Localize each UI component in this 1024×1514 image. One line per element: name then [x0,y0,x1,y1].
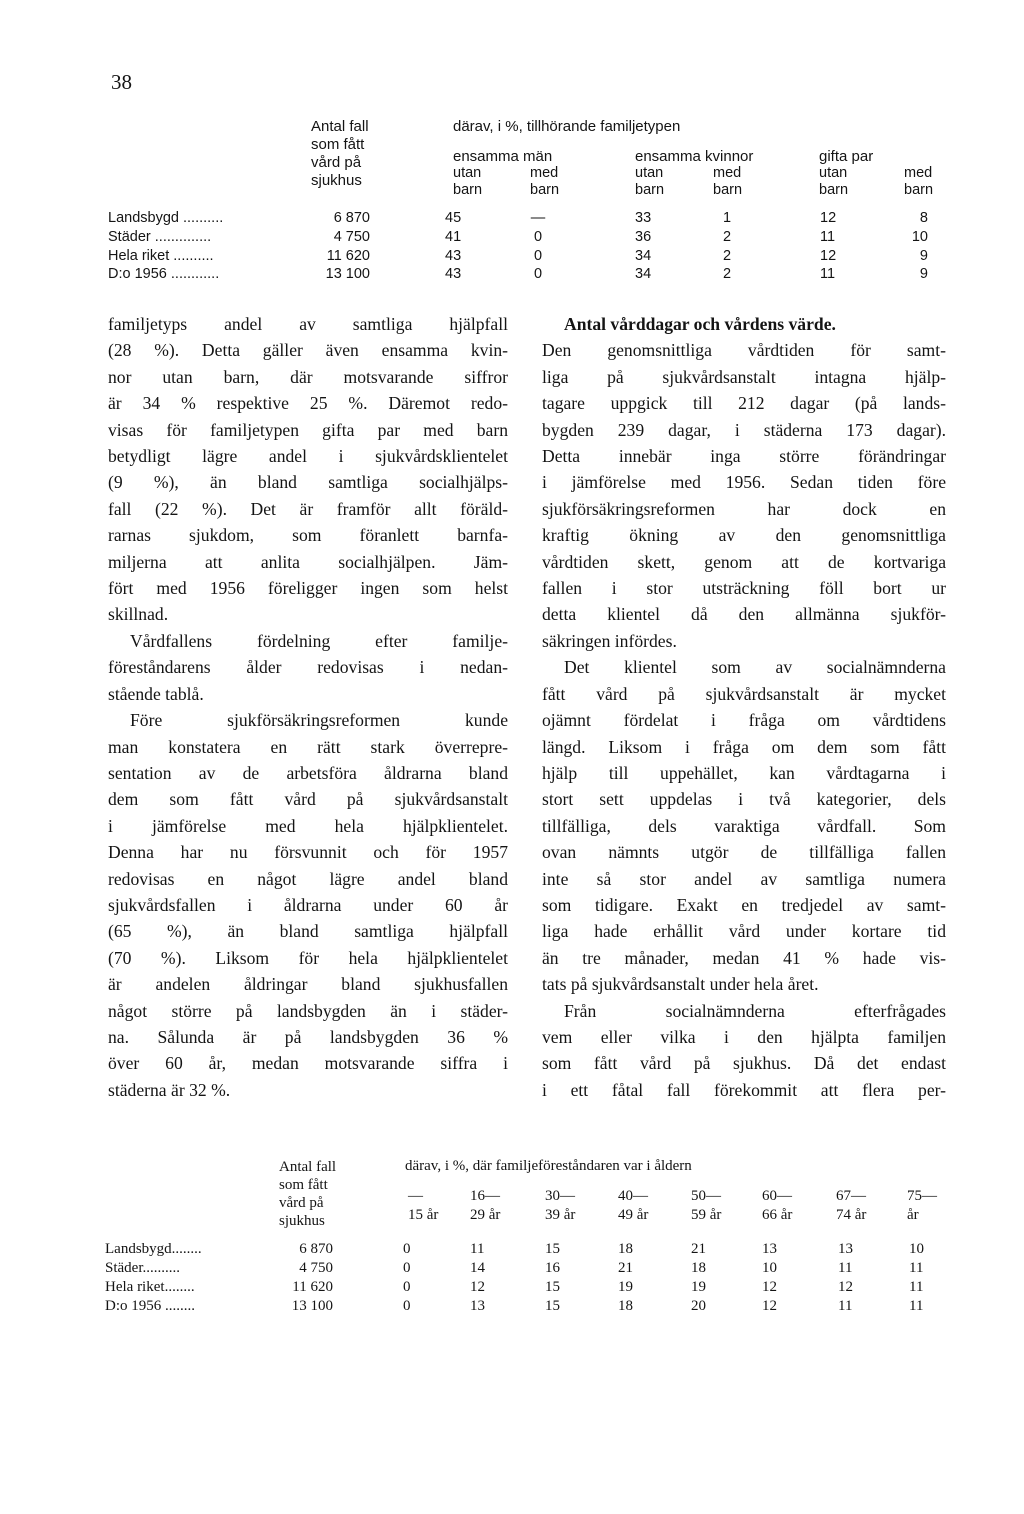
cell: 11 [909,1298,924,1314]
table1-col-head: barn [635,182,665,198]
paragraph [542,311,946,654]
text-line: Vårdfallens fördelning efter familje- [130,630,508,651]
text-line: vem eller vilka i den hjälpta familjen [542,1026,946,1047]
table-row [105,1298,965,1317]
row-label: D:o 1956 ........ [105,1298,195,1314]
text-line: detta klientel då den allmänna sjukför- [542,604,946,625]
cell: 43 [445,248,462,264]
row-label: Städer .............. [108,229,212,245]
cell: 21 [691,1241,706,1257]
text-line: Det klientel som av socialnämnderna [564,657,946,678]
text-line: Denna har nu försvunnit och för 1957 [108,842,508,863]
table1-subgroup: ensamma kvinnor [635,148,754,165]
text-line: är andelen åldringar bland sjukhusfallen [108,974,508,995]
table2-age-head: 67— [836,1188,866,1204]
text-line: sjukförsäkringsreformen har dock en [542,498,946,519]
header-line: Antal fall [311,118,369,135]
cell: 2 [723,248,732,264]
left-column [108,311,508,1103]
text-line: nor utan barn, där motsvarande siffror [108,366,508,387]
text-line: visas för familjetypen gifta par med barn [108,419,508,440]
table2-age-head: 49 år [618,1207,649,1223]
text-line: fått vård på sjukvårdsanstalt är mycket [542,683,946,704]
table2-age-head: 60— [762,1188,792,1204]
table2-age-head: 16— [470,1188,500,1204]
text-line: som tidigare. Exakt en tredjedel av samt- [542,894,946,915]
table-row [105,1260,965,1279]
cell: 34 [635,266,652,282]
paragraph [108,628,508,707]
cell: 19 [618,1279,633,1295]
paragraph [542,654,946,997]
cell: 45 [445,210,462,226]
text-line: städerna är 32 %. [108,1079,231,1100]
cell: 9 [919,248,928,264]
text-line: man konstatera en rätt stark överrepre- [108,736,508,757]
table2-group-header: därav, i %, där familjeföreståndaren var i åldern [405,1158,692,1174]
table1-col-head: utan [453,165,482,181]
text-line: dem som fått vård på sjukvårdsanstalt [108,789,508,810]
table1-col-head: barn [713,182,743,198]
table2-age-head: 40— [618,1188,648,1204]
text-line: familjetyps andel av samtliga hjälpfall [108,314,508,334]
text-line: betydligt lägre andel i sjukvårdsklientelet [108,446,508,467]
text-line: tats på sjukvårdsanstalt under hela året. [542,974,819,995]
text-line: (9 %), än bland samtliga socialhjälps- [108,472,508,493]
text-line: Den genomsnittliga vårdtiden för samt- [542,340,946,361]
table2-age-head: 30— [545,1188,575,1204]
text-line: sjukvårdsfallen i åldrarna under 60 år [108,894,508,915]
cell: 11 [909,1279,924,1295]
row-label: D:o 1956 ............ [108,266,220,282]
cell: 34 [635,248,652,264]
cell: 2 [723,266,732,282]
cell-antal: 13 100 [291,1298,333,1314]
text-line: Från socialnämnderna efterfrågades [564,1000,946,1021]
cell: 13 [470,1298,485,1314]
cell: 19 [691,1279,706,1295]
cell: 10 [909,1241,924,1257]
cell: 14 [470,1260,485,1276]
cell: 0 [533,248,543,264]
paragraph [108,311,508,628]
row-label: Landsbygd .......... [108,210,224,226]
cell: 13 [762,1241,777,1257]
row-label: Städer.......... [105,1260,180,1276]
table2-age-head: 15 år [408,1207,439,1223]
text-line: stående tablå. [108,683,204,704]
cell: 0 [403,1279,411,1295]
table2-age-head: år [907,1207,919,1223]
page-number: 38 [111,70,132,94]
cell: 15 [545,1241,560,1257]
table-row [108,266,968,284]
text-line: inte så stor andel av samtliga numera [542,868,946,889]
text-line: miljerna att anlita socialhjälpen. Jäm- [108,551,508,572]
cell: 43 [445,266,462,282]
table-row [105,1279,965,1298]
table-row [108,229,968,247]
table1-col-head: barn [530,182,560,198]
table1-col-head: med [713,165,742,181]
row-label: Hela riket........ [105,1279,195,1295]
cell: 12 [762,1298,777,1314]
text-line: är 34 % respektive 25 %. Däremot redo- [108,393,508,414]
table2-age-head: 66 år [762,1207,793,1223]
cell: 0 [403,1298,411,1314]
cell: 18 [618,1241,633,1257]
table-row [105,1241,965,1260]
text-line: stort sett uppdelas i två kategorier, dels [542,789,946,810]
text-line: skillnad. [108,604,169,625]
text-line: i jämförelse med hela hjälpklientelet. [108,815,508,836]
cell: 12 [820,210,837,226]
table1-col-head: barn [904,182,934,198]
cell-antal: 6 870 [299,1241,333,1257]
cell: 0 [403,1260,411,1276]
table1-subgroup: gifta par [819,148,874,165]
table2-age-head: 39 år [545,1207,576,1223]
text-line: (28 %). Detta gäller även ensamma kvin- [108,340,508,361]
text-line: na. Sålunda är på landsbygden 36 % [108,1026,508,1047]
table2-antal-header [279,1158,379,1230]
text-line: fall (22 %). Det är framför allt föräld- [108,498,508,519]
cell: 15 [545,1298,560,1314]
right-column [542,311,946,1103]
text-line: än tre månader, medan 41 % hade vis- [542,947,946,968]
text-line: i jämförelse med 1956. Sedan tiden före [542,472,946,493]
text-line: i ett fåtal fall förekommit att flera per- [542,1079,946,1100]
text-line: sentation av de arbetsföra åldrarna bland [108,762,508,783]
table1-col-head: med [904,165,933,181]
header-line: vård på [279,1195,324,1211]
text-line: (65 %), än bland samtliga hjälpfall [108,921,508,942]
row-label: Hela riket .......... [108,248,214,264]
text-line: kraftig ökning av den genomsnittliga [542,525,946,546]
cell: 12 [820,248,837,264]
text-line: Före sjukförsäkringsreformen kunde [130,710,508,731]
row-label: Landsbygd........ [105,1241,202,1257]
cell: 41 [445,229,462,245]
cell: 12 [470,1279,485,1295]
cell-antal: 11 620 [292,1279,333,1295]
header-line: Antal fall [279,1159,337,1175]
cell-antal: 11 620 [326,248,370,264]
cell: 18 [691,1260,706,1276]
cell: 0 [533,229,543,245]
table1-col-head: barn [819,182,849,198]
cell: 10 [911,229,928,245]
text-line: rarnas sjukdom, som föranlett barnfa- [108,525,508,546]
cell: 11 [909,1260,924,1276]
header-line: som fått [279,1177,328,1193]
cell: 18 [618,1298,633,1314]
table1-col-head: barn [453,182,483,198]
table2-age-head: 75— [907,1188,937,1204]
cell: 11 [838,1260,853,1276]
table2-age-head: 29 år [470,1207,501,1223]
header-line: sjukhus [311,172,362,189]
cell: 0 [533,266,543,282]
text-line: tagare uppgick till 212 dagar (på lands- [542,393,946,414]
cell-antal: 13 100 [325,266,370,282]
cell: 12 [762,1279,777,1295]
table2-age-head: 50— [691,1188,721,1204]
text-line: fallen i stor utsträckning föll bort ur [542,578,946,599]
text-line: redovisas en något lägre andel bland [108,868,508,889]
text-line: föreståndarens ålder redovisas i nedan- [108,657,508,678]
cell: 11 [470,1241,485,1257]
header-line: vård på [311,154,362,171]
table1-col-head: med [530,165,559,181]
text-line: ovan nämnts utgör de tillfälliga fallen [542,842,946,863]
text-line: fört med 1956 föreligger ingen som helst [108,578,508,599]
table-row [108,210,968,228]
cell: 20 [691,1298,706,1314]
cell: 16 [545,1260,560,1276]
table1-subgroup: ensamma män [453,148,553,165]
cell: 0 [403,1241,411,1257]
table2-age-head: 74 år [836,1207,867,1223]
cell: 8 [919,210,928,226]
cell: 11 [820,229,836,245]
table2-age-head: — [408,1188,423,1204]
cell: — [530,210,546,226]
cell-antal: 4 750 [333,229,370,245]
cell: 2 [723,229,732,245]
text-line: hjälp till uppehället, kan vårdtagarna i [542,762,946,783]
table-row [108,248,968,266]
table1-group-header: därav, i %, tillhörande familjetypen [453,118,681,135]
table1-antal-header [311,118,411,190]
cell: 11 [820,266,836,282]
header-line: som fått [311,136,365,153]
text-line: längd. Liksom i fråga om dem som fått [542,736,946,757]
text-line: som fått vård på sjukhus. Då det endast [542,1053,946,1074]
cell-antal: 6 870 [333,210,370,226]
text-line: liga hade erhållit vård under kortare tid [542,921,946,942]
table1-col-head: utan [819,165,848,181]
text-line: tillfälliga, dels varaktiga vårdfall. Som [542,815,946,836]
text-line: vårdtiden skett, genom att de kortvariga [542,551,946,572]
text-line: säkringen infördes. [542,630,677,651]
cell: 1 [723,210,732,226]
cell: 10 [762,1260,777,1276]
paragraph [108,707,508,1103]
table2-age-head: 59 år [691,1207,722,1223]
cell: 15 [545,1279,560,1295]
cell: 11 [838,1298,853,1314]
cell: 12 [838,1279,853,1295]
text-line: över 60 år, medan motsvarande siffra i [108,1053,508,1074]
text-line: Detta innebär inga större förändringar [542,446,946,467]
cell: 9 [919,266,928,282]
text-line: (70 %). Liksom för hela hjälpklientelet [108,947,508,968]
cell: 33 [635,210,652,226]
cell: 21 [618,1260,633,1276]
cell-antal: 4 750 [299,1260,333,1276]
text-line: ojämnt fördelat i fråga om vårdtidens [542,710,946,731]
table1-col-head: utan [635,165,664,181]
paragraph [542,998,946,1104]
cell: 36 [635,229,652,245]
section-heading: Antal vårddagar och vårdens värde. [564,314,836,334]
text-line: bygden 239 dagar, i städerna 173 dagar). [542,419,946,440]
cell: 13 [838,1241,853,1257]
text-line: något större på landsbygden än i städer- [108,1000,508,1021]
header-line: sjukhus [279,1213,325,1229]
text-line: liga på sjukvårdsanstalt intagna hjälp- [542,366,946,387]
